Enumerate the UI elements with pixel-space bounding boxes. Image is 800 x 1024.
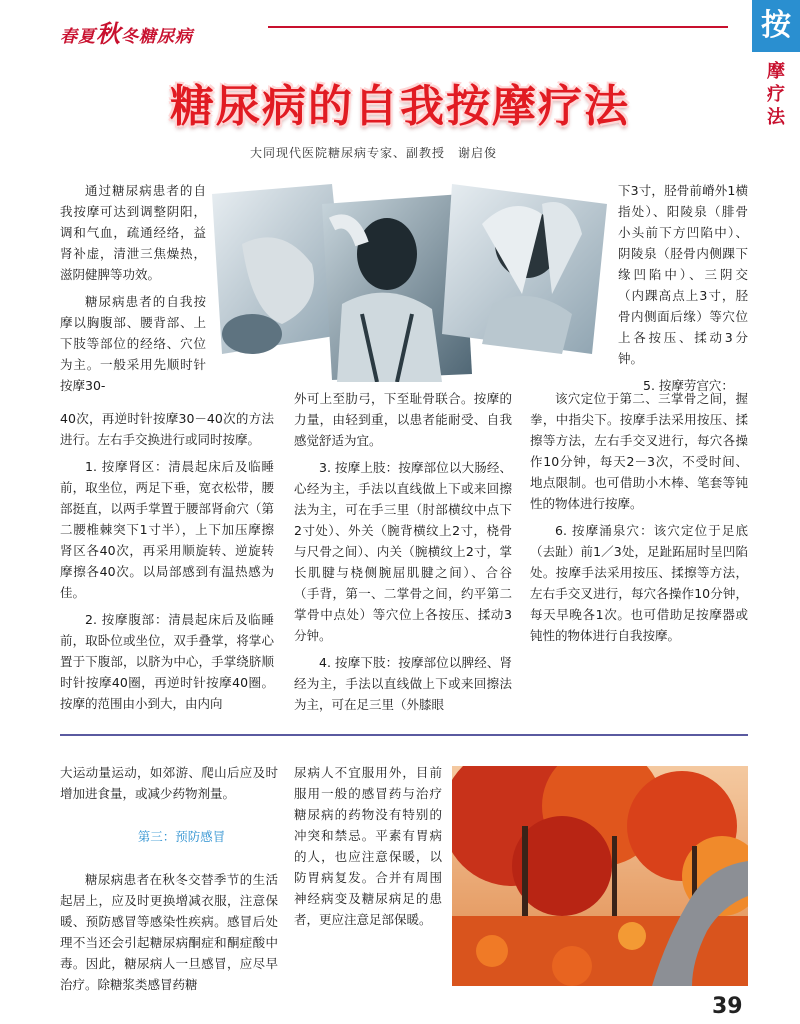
paragraph: 糖尿病患者在秋冬交替季节的生活起居上，应及时更换增减衣服，注意保暖、预防感冒等感染性疾病。感冒后处理不当还会引起糖尿病酮症和酮症酸中毒。因此，糖尿病人一旦感冒，应尽早治疗。除糖浆类感冒药糖: [60, 872, 278, 992]
paragraph: 3. 按摩上肢：按摩部位以大肠经、心经为主，手法以直线做上下或来回擦法为主，可在手三里（肘部横纹中点下2寸处）、外关（腕背横纹上2寸，桡骨与尺骨之间）、内关（腕横纹上2寸，掌长肌腱与桡侧腕屈肌腱之间）、合谷（手背，第一、二掌骨之间，约平第二掌骨中点处）等穴位上各按压、揉动3分钟。: [294, 460, 512, 643]
column-3-top: [618, 180, 748, 396]
header-rule: [268, 26, 728, 28]
paragraph: 1. 按摩肾区：清晨起床后及临睡前，取坐位，两足下垂，宽衣松带，腰部挺直，以两手掌置于腰部肾俞穴（第二腰椎棘突下1寸半），上下加压摩擦肾区各40次，再采用顺旋转、逆旋转摩擦各40次。以局部感到有温热感为佳。: [60, 459, 274, 600]
column-2: [294, 388, 512, 715]
lower-column-2: [294, 762, 442, 930]
lower-column-1: [60, 762, 278, 995]
paragraph: 5. 按摩劳宫穴：: [643, 378, 734, 393]
section-side-label: 摩疗法: [767, 61, 785, 128]
paragraph: 2. 按摩腹部：清晨起床后及临睡前，取卧位或坐位，双手叠掌，将掌心置于下腹部，以脐为中心，手掌绕脐顺时针按摩40圈，再逆时针按摩40圈。按摩的范围由小到大，由内向: [60, 612, 274, 711]
article-title: 糖尿病的自我按摩疗法: [170, 81, 630, 132]
massage-photo-collage: [212, 184, 612, 382]
paragraph: 糖尿病患者的自我按摩以胸腹部、腰背部、上下肢等部位的经络、穴位为主。一般采用先顺时针按摩30-: [60, 294, 206, 393]
paragraph: 4. 按摩下肢：按摩部位以脾经、肾经为主，手法以直线做上下或来回擦法为主，可在足三里（外膝眼: [294, 655, 512, 712]
page-number: 39: [712, 994, 743, 1019]
autumn-road-photo: [452, 766, 748, 986]
column-1-top: [60, 180, 206, 396]
section-divider: [60, 734, 748, 736]
paragraph: 该穴定位于第二、三掌骨之间，握拳，中指尖下。按摩手法采用按压、揉擦等方法，左右手交叉进行，每穴各操作10分钟，每天2－3次，不受时间、地点限制。也可借助小木棒、笔套等钝性的物体进行按摩。: [530, 391, 748, 511]
section-heading: 第三：预防感冒: [137, 829, 226, 844]
section-tab: 按: [752, 0, 800, 52]
paragraph: 40次，再逆时针按摩30－40次的方法进行。左右手交换进行或同时按摩。: [60, 411, 274, 447]
paragraph: 大运动量运动，如郊游、爬山后应及时增加进食量，或减少药物剂量。: [60, 765, 278, 801]
column-3-bottom: [530, 388, 748, 646]
column-1-bottom: [60, 408, 274, 714]
author-line: 大同现代医院糖尿病专家、副教授 谢启俊: [250, 146, 498, 160]
paragraph: 6. 按摩涌泉穴：该穴定位于足底（去趾）前1／3处，足趾跖屈时呈凹陷处。按摩手法采用按压、揉擦等方法，左右手交叉进行，每穴各操作10分钟，每天早晚各1次。也可借助足按摩器或钝性的物体进行自我按摩。: [530, 523, 748, 643]
paragraph: 外可上至肋弓，下至耻骨联合。按摩的力量，由轻到重，以患者能耐受、自我感觉舒适为宜。: [294, 391, 512, 448]
paragraph: 尿病人不宜服用外，目前服用一般的感冒药与治疗糖尿病的药物没有特别的冲突和禁忌。平素有胃病的人，也应注意保暖，以防胃病复发。合并有周围神经病变及糖尿病足的患者，更应注意足部保暖。: [294, 765, 442, 927]
paragraph: 下3寸，胫骨前嵴外1横指处）、阳陵泉（腓骨小头前下方凹陷中）、阴陵泉（胫骨内侧踝下缘凹陷中）、三阴交（内踝高点上3寸，胫骨内侧面后缘）等穴位上各按压、揉动3分钟。: [618, 183, 748, 366]
series-title: 春夏秋冬糖尿病: [60, 19, 193, 48]
paragraph: 通过糖尿病患者的自我按摩可达到调整阴阳，调和气血，疏通经络，益肾补虚，清泄三焦燥热，滋阴健脾等功效。: [60, 183, 206, 282]
